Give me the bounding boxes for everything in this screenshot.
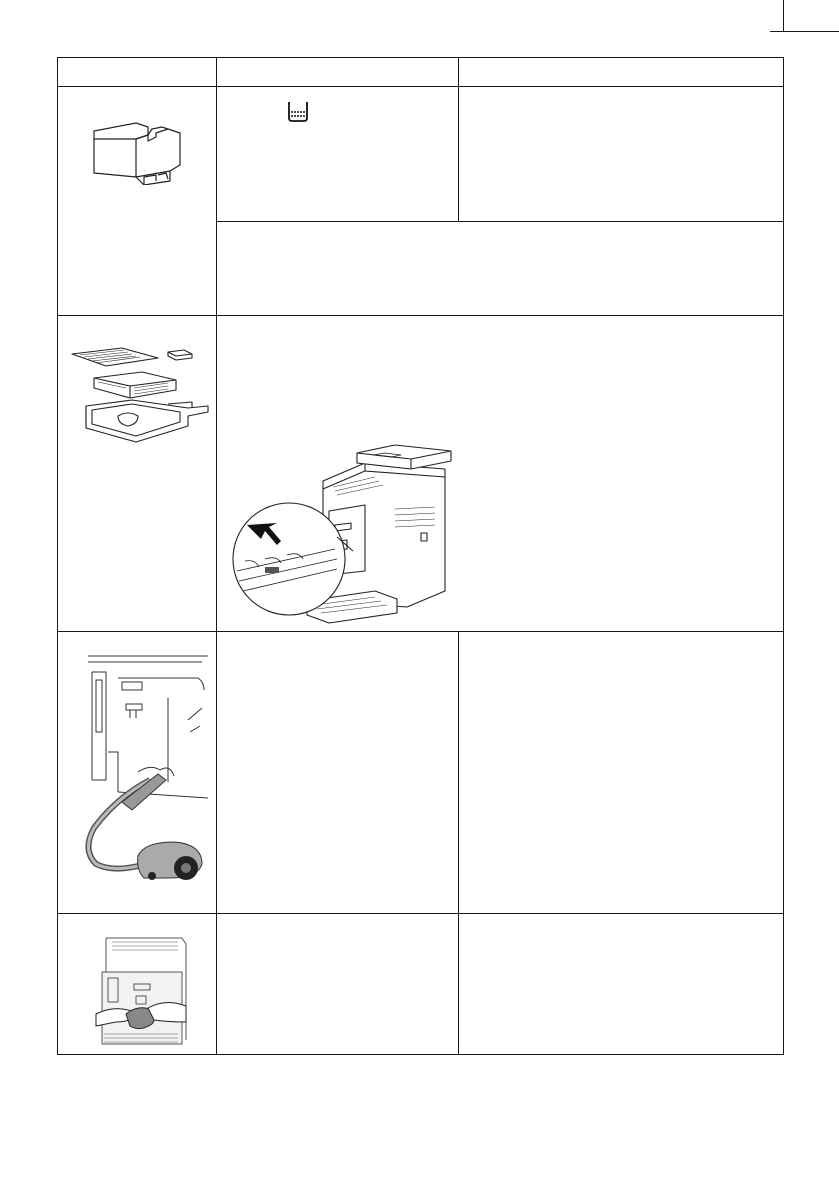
table-row [58, 87, 784, 222]
illustration-cell [58, 914, 217, 1055]
instruction-cell [217, 316, 784, 632]
cleaning-cloth-icon [82, 932, 192, 1052]
coffee-grounds-container-icon [86, 115, 186, 185]
maintenance-table [57, 57, 784, 1055]
instruction-cell [217, 632, 459, 914]
crop-mark-horizontal [770, 31, 839, 32]
crop-mark-vertical [783, 0, 784, 32]
table-row [58, 914, 784, 1055]
description-cell [459, 914, 784, 1055]
illustration-cell [58, 87, 217, 316]
grounds-container-full-icon [287, 100, 309, 122]
illustration-cell [58, 316, 217, 632]
illustration-cell [58, 632, 217, 914]
description-cell [459, 632, 784, 914]
instruction-cell [217, 87, 459, 222]
description-cell [459, 87, 784, 222]
drip-tray-assembly-icon [68, 346, 214, 446]
header-cell [459, 58, 784, 87]
instruction-cell [217, 914, 459, 1055]
table-row [58, 316, 784, 632]
header-cell [217, 58, 459, 87]
note-cell [217, 222, 784, 316]
header-cell [58, 58, 217, 87]
table-header-row [58, 58, 784, 87]
drip-tray-float-indicator-icon [225, 441, 461, 631]
vacuum-cleaner-icon [78, 652, 210, 894]
table-row [58, 632, 784, 914]
